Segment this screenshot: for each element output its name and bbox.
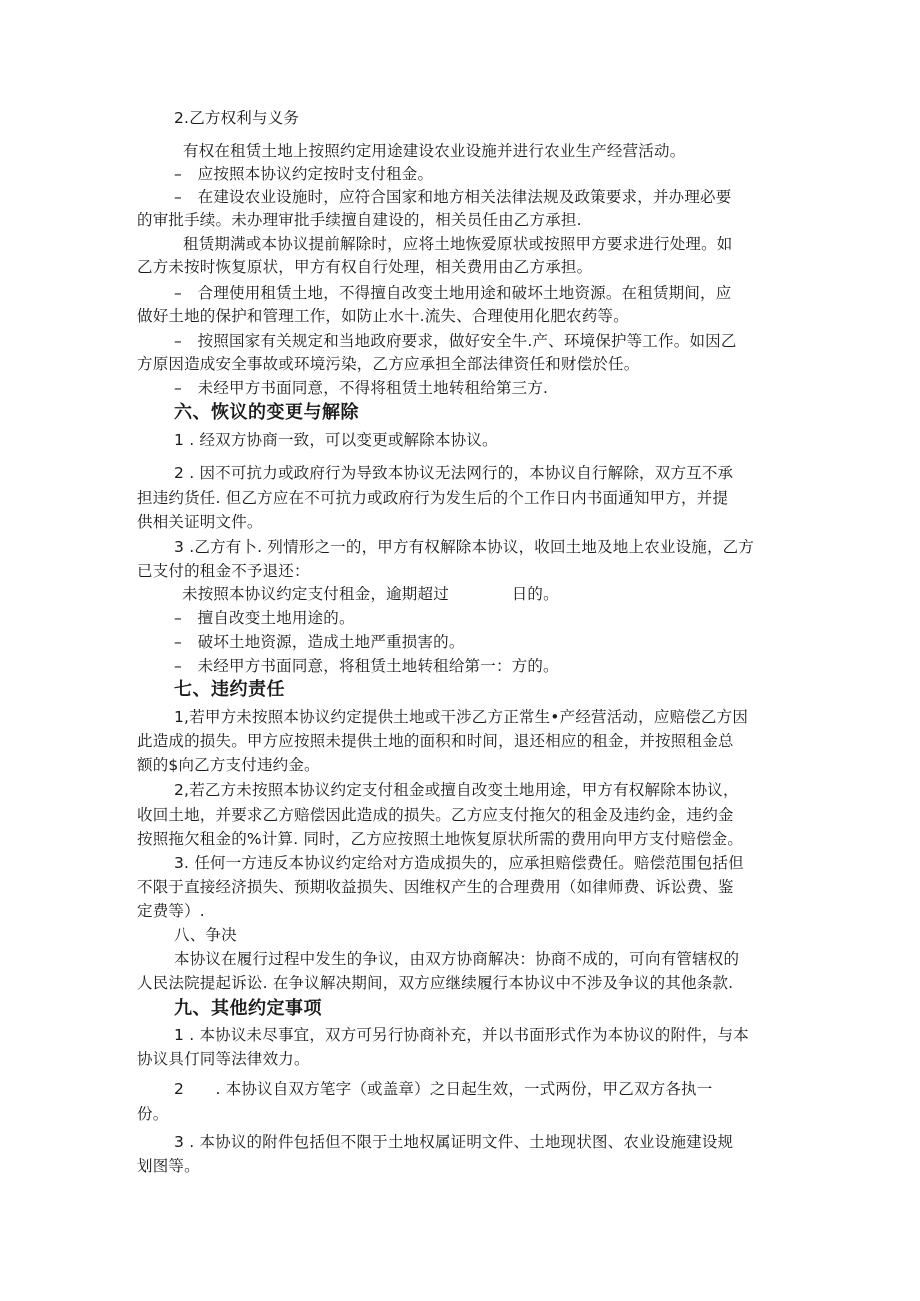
section-title: 九、其他约定事项 [174, 998, 322, 1019]
paragraph-line: 做好土地的保护和管理工作，如防止水十.流失、合理使用化肥农药等。 [137, 307, 629, 325]
paragraph-line: 1 . 经双方协商一致，可以变更或解除本协议。 [174, 431, 498, 449]
paragraph-line: 此造成的损失。甲方应按照未提供土地的面积和时间，退还相应的租金，并按照租金总 [137, 732, 734, 750]
section-title: 八、争决 [174, 926, 237, 944]
paragraph-line: 供相关证明文件。 [137, 513, 263, 531]
paragraph-line: 3 . 本协议的附件包括但不限于土地权属证明文件、土地现状图、农业设施建设规 [174, 1133, 734, 1151]
section-title: 六、恢议的变更与解除 [174, 402, 359, 423]
paragraph-line: 本协议在履行过程中发生的争议，由双方协商解决：协商不成的，可向有管辖权的 [174, 950, 740, 968]
paragraph-line: 额的$向乙方支付违约金。 [137, 756, 320, 774]
paragraph-line: 方原因造成安全事故或环境污染，乙方应承担全部法律资任和财偿於任。 [137, 355, 640, 373]
paragraph-line: 2 . 因不可抗力或政府行为导致本协议无法网行的，本协议自行解除，双方互不承 [174, 464, 734, 482]
section-title: 七、违约责任 [174, 679, 285, 700]
list-item: – 破坏土地资源，造成土地严重损害的。 [174, 633, 465, 651]
list-item: 未按照本协议约定支付租金，逾期超过 日的。 [182, 585, 559, 603]
paragraph-line: 按照拖欠租金的%计算. 同时，乙方应按照土地恢复原状所需的费用向甲方支付赔偿金。 [137, 830, 744, 848]
paragraph-line: 有权在租赁土地上按照约定用途建设农业设施并进行农业生产经营活动。 [183, 142, 686, 160]
paragraph-line: 1,若甲方未按照本协议约定提供土地或干涉乙方正常生•产经营活动，应赔偿乙方因 [174, 708, 749, 726]
list-item: – 在建设农业设施时，应符合国家和地方相关法律法规及政策要求，并办理必要 [174, 188, 732, 206]
paragraph-line: 协议具仃同等法律效力。 [137, 1050, 310, 1068]
list-item: – 擅自改变土地用途的。 [174, 609, 355, 627]
paragraph-line: 3. 任何一方违反本协议约定给对方造成损失的，应承担赔偿费任。赔偿范围包括但 [174, 854, 744, 872]
paragraph-line: 不限于直接经济损失、预期收益损失、因维权产生的合理费用（如律师费、诉讼费、鉴 [137, 878, 734, 896]
list-item: – 未经甲方书面同意，不得将租赁土地转租给第三方. [174, 379, 549, 397]
paragraph-line: 租赁期满或本协议提前解除时，应将土地恢爱原状或按照甲方要求进行处理。如 [183, 235, 733, 253]
paragraph-line: 的审批手续。未办理审批手续擅自建设的，相关员任由乙方承担. [137, 211, 582, 229]
paragraph-line: 收回土地，并要求乙方赔偿因此造成的损失。乙方应支付拖欠的租金及违约金，违约金 [137, 806, 734, 824]
paragraph-line: 乙方未按时恢复原状，甲方有权自行处理，相关费用由乙方承担。 [137, 258, 593, 276]
paragraph-line: 2,若乙方未按照本协议约定支付租金或擅自改变土地用途，甲方有权解除本协议， [174, 781, 739, 799]
subsection-title: 2.乙方权利与义务 [174, 109, 300, 127]
paragraph-line: 2 . 本协议自双方笔字（或盖章）之日起生效，一式两份，甲乙双方各执一 [174, 1080, 713, 1098]
paragraph-line: 定费等）. [137, 902, 205, 920]
list-item: – 应按照本协议约定按时支付租金。 [174, 165, 434, 183]
list-item: – 合理使用租赁土地，不得擅自改变土地用途和破坏土地资源。在租赁期间，应 [174, 284, 732, 302]
paragraph-line: 3 .乙方有卜. 列情形之一的，甲方有权解除本协议，收回土地及地上农业设施，乙方 [174, 538, 755, 556]
paragraph-line: 1 . 本协议未尽事宜，双方可另行协商补充，并以书面形式作为本协议的附件，与本 [174, 1026, 749, 1044]
paragraph-line: 担违约货任. 但乙方应在不可抗力或政府行为发生后的个工作日内书面通知甲方，并提 [137, 489, 729, 507]
paragraph-line: 已支付的租金不予退还： [137, 562, 310, 580]
paragraph-line: 划图等。 [137, 1157, 200, 1175]
paragraph-line: 份。 [137, 1105, 169, 1123]
paragraph-line: 人民法院提起诉讼. 在争议解决期间，双方应继续履行本协议中不涉及争议的其他条款. [137, 974, 734, 992]
list-item: – 未经甲方书面同意，将租赁土地转租给第一：方的。 [174, 657, 559, 675]
list-item: – 按照国家有关规定和当地政府要求，做好安全牛.产、环境保护等工作。如因乙 [174, 332, 737, 350]
